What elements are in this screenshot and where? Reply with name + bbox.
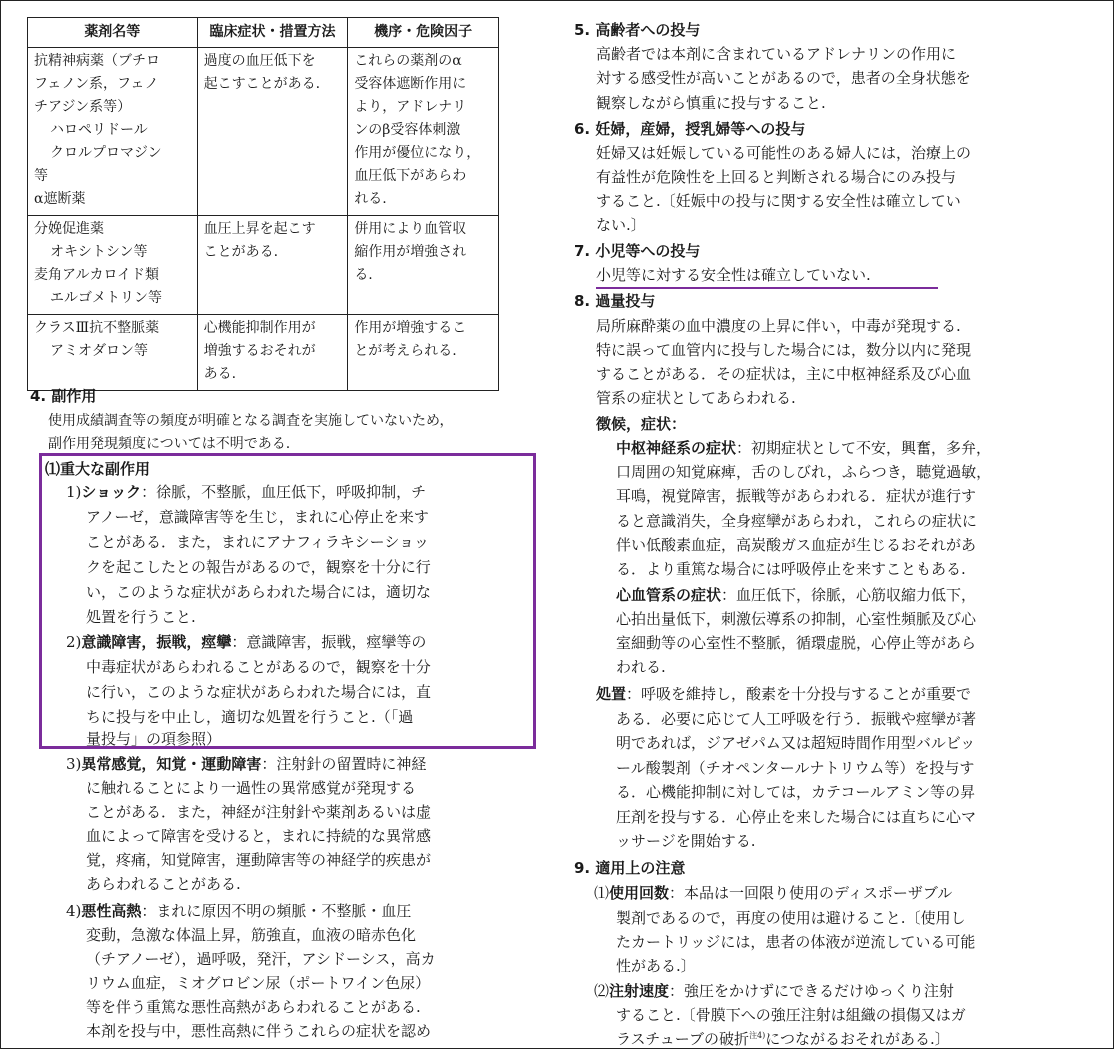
item-line: に触れることにより一過性の異常感覚が発現する (86, 779, 417, 797)
table-row (28, 315, 499, 391)
cell-line: 過度の血圧低下を (203, 53, 316, 69)
section-6-line: すること.〔妊娠中の投与に関する安全性は確立してい (596, 192, 961, 210)
section-6-line: 有益性が危険性を上回ると判断される場合にのみ投与 (596, 168, 957, 186)
item-line: ：まれに原因不明の頻脈・不整脈・血圧 (141, 902, 412, 920)
term-line (616, 1028, 950, 1049)
term-line: われる. (616, 658, 666, 676)
drug-cell (28, 48, 198, 216)
item-line: リウム血症，ミオグロビン尿（ポートワイン色尿） (86, 974, 431, 992)
signs-symptoms-title: 徴候，症状： (596, 415, 687, 433)
side-effect-item-sensory (66, 753, 426, 774)
cell-line: 血圧上昇を起こす (203, 221, 316, 237)
section-5-title: 5. 高齢者への投与 (574, 21, 701, 39)
section-4-title: 4. 副作用 (30, 387, 97, 405)
cell-line: より，アドレナリ (354, 99, 467, 115)
term-line: 耳鳴，視覚障害，振戦等があらわれる．症状が進行す (616, 487, 977, 505)
item-number: ⑵ (594, 982, 610, 1000)
item-line: 本剤を投与中，悪性高熱に伴うこれらの症状を認め (86, 1022, 432, 1040)
item-line: 血によって障害を受けると，まれに持続的な異常感 (86, 827, 432, 845)
item-number: 1) (66, 483, 82, 501)
cell-line: クラスⅢ抗不整脈薬 (34, 320, 160, 336)
injection-speed (594, 980, 954, 1001)
item-line: ：注射針の留置時に神経 (261, 755, 427, 773)
term-line: 口周囲の知覚麻痺，舌のしびれ，ふらつき，聴覚過敏， (616, 463, 992, 481)
cell-line: る. (354, 267, 373, 283)
section-5-line: 観察しながら慎重に投与すること. (596, 94, 826, 112)
treatment (596, 683, 971, 704)
term-line: 圧剤を投与する．心停止を来した場合には直ちに心マ (616, 808, 977, 826)
clinical-cell (197, 216, 348, 315)
cell-line: これらの薬剤のα (354, 53, 462, 69)
term-line: 性がある.〕 (616, 957, 696, 975)
side-effect-item-hyperthermia (66, 900, 411, 921)
term-line: すること.〔骨膜下への強圧注射は組織の損傷又はガ (616, 1006, 966, 1024)
term-line-part: につながるおそれがある.〕 (765, 1030, 950, 1048)
section-4-intro-line: 副作用発現頻度については不明である. (48, 436, 291, 452)
item-term: 意識障害，振戦，痙攣 (81, 633, 232, 651)
item-line: ことがある．また，まれにアナフィラキシーショッ (86, 533, 430, 551)
cell-line: 血圧低下があらわ (354, 168, 467, 184)
item-line: 等を伴う重篤な悪性高熱があらわれることがある. (86, 998, 421, 1016)
drug-cell (28, 216, 198, 315)
term-label: 使用回数 (609, 884, 670, 902)
cell-line: ハロペリドール (50, 122, 148, 138)
clinical-cell (197, 315, 348, 391)
serious-side-effects-title: ⑴重大な副作用 (45, 460, 151, 478)
mechanism-cell (348, 48, 499, 216)
cell-line: 併用により血管収 (354, 221, 467, 237)
cell-line: 縮作用が増強され (354, 244, 467, 260)
section-6-line: 妊婦又は妊娠している可能性のある婦人には，治療上の (596, 144, 972, 162)
item-line: 処置を行うこと. (86, 608, 196, 626)
cell-line: 起こすことがある. (203, 76, 321, 92)
term-line: 心拍出量低下，刺激伝導系の抑制，心室性頻脈及び心 (616, 610, 977, 628)
table-header: 薬剤名等 (28, 18, 198, 48)
cell-line: 等 (34, 168, 48, 184)
clinical-cell (197, 48, 348, 216)
footnote-ref: 注4) (749, 1031, 766, 1040)
item-line: アノーゼ，意識障害等を生じ，まれに心停止を来す (86, 508, 429, 526)
cell-line: 受容体遮断作用に (354, 76, 467, 92)
drug-cell (28, 315, 198, 391)
term-line: ある．必要に応じて人工呼吸を行う．振戦や痙攣が著 (616, 710, 977, 728)
cell-line: ある. (203, 366, 237, 382)
term-line: ：呼吸を維持し，酸素を十分投与することが重要で (626, 685, 972, 703)
cell-line: オキシトシン等 (50, 244, 148, 260)
item-line: 量投与」の項参照） (86, 730, 222, 748)
section-8-line: することがある．その症状は，主に中枢神経系及び心血 (596, 365, 972, 383)
section-9-title: 9. 適用上の注意 (574, 859, 686, 877)
item-line: ことがある．また，神経が注射針や薬剤あるいは虚 (86, 803, 432, 821)
item-line: ちに投与を中止し，適切な処置を行うこと.（「過 (86, 708, 414, 726)
usage-count (594, 882, 952, 903)
item-line: に行い，このような症状があらわれた場合には，直 (86, 683, 432, 701)
term-line: ：強圧をかけずにできるだけゆっくり注射 (669, 982, 954, 1000)
term-line: 明であれば，ジアゼパム又は超短時間作用型バルビッ (616, 734, 976, 752)
cell-line: α遮断薬 (34, 191, 86, 207)
section-6-title: 6. 妊婦，産婦，授乳婦等への投与 (574, 120, 806, 138)
mechanism-cell (348, 216, 499, 315)
term-line: 室細動等の心室性不整脈，循環虚脱，心停止等があら (616, 634, 977, 652)
item-number: ⑴ (594, 884, 610, 902)
section-8-line: 局所麻酔薬の血中濃度の上昇に伴い，中毒が発現する. (596, 317, 961, 335)
table-header: 臨床症状・措置方法 (197, 18, 348, 48)
section-5-line: 高齢者では本剤に含まれているアドレナリンの作用に (596, 45, 957, 63)
interaction-table (27, 17, 499, 391)
term-line: る．心機能抑制に対しては，カテコールアミン等の昇 (616, 783, 976, 801)
item-line: 変動，急激な体温上昇，筋強直，血液の暗赤色化 (86, 926, 417, 944)
term-line: ：初期症状として不安，興奮，多弁， (736, 439, 992, 457)
term-line: る．より重篤な場合には呼吸停止を来すこともある. (616, 560, 966, 578)
cell-line: エルゴメトリン等 (50, 290, 162, 306)
item-line: ：意識障害，振戦，痙攣等の (231, 633, 427, 651)
cell-line: フェノン系，フェノ (34, 76, 159, 92)
term-line: ると意識消失，全身痙攣があらわれ，これらの症状に (616, 512, 977, 530)
item-number: 3) (66, 755, 82, 773)
term-label: 中枢神経系の症状 (616, 439, 737, 457)
table-header: 機序・危険因子 (348, 18, 499, 48)
section-7-title: 7. 小児等への投与 (574, 242, 701, 260)
cell-line: クロルプロマジン (50, 145, 162, 161)
term-line: たカートリッジには，患者の体液が逆流している可能 (616, 933, 976, 951)
item-line: ：徐脈，不整脈，血圧低下，呼吸抑制，チ (141, 483, 427, 501)
section-8-title: 8. 過量投与 (574, 292, 656, 310)
item-number: 4) (66, 902, 82, 920)
section-7-line: 小児等に対する安全性は確立していない. (596, 266, 871, 284)
item-line: 中毒症状があらわれることがあるので，観察を十分 (86, 658, 431, 676)
term-line: ：血圧低下，徐脈，心筋収縮力低下， (721, 586, 977, 604)
section-4-intro-line: 使用成績調査等の頻度が明確となる調査を実施していないため， (48, 413, 454, 429)
term-label: 注射速度 (609, 982, 670, 1000)
section-5-line: 対する感受性が高いことがあるので，患者の全身状態を (596, 69, 971, 87)
cell-line: 麦角アルカロイド類 (34, 267, 160, 283)
section-8-line: 特に誤って血管内に投与した場合には，数分以内に発現 (596, 341, 972, 359)
cell-line: 分娩促進薬 (34, 221, 104, 237)
cell-line: チアジン系等） (34, 99, 132, 115)
cell-line: アミオダロン等 (50, 343, 148, 359)
item-term: ショック (81, 483, 142, 501)
item-line: （チアノーゼ），過呼吸，発汗，アシドーシス，高カ (86, 950, 436, 968)
item-term: 異常感覚，知覚・運動障害 (81, 755, 262, 773)
cell-line: 作用が優位になり， (354, 145, 481, 161)
cell-line: 作用が増強するこ (354, 320, 467, 336)
cardiovascular-symptoms (616, 584, 976, 605)
cell-line: 増強するおそれが (203, 343, 316, 359)
section-6-line: ない.〕 (596, 216, 646, 234)
item-term: 悪性高熱 (81, 902, 142, 920)
side-effect-item-consciousness (66, 631, 426, 652)
cell-line: ことがある. (203, 244, 279, 260)
cell-line: とが考えられる. (354, 343, 457, 359)
item-line: クを起こしたとの報告があるので，観察を十分に行 (86, 558, 431, 576)
term-line: ッサージを開始する. (616, 832, 756, 850)
highlight-underline (596, 287, 938, 289)
term-line-part: ラスチューブの破折 (616, 1030, 750, 1048)
side-effect-item-shock (66, 481, 426, 502)
term-line: ール酸製剤（チオペンタールナトリウム等）を投与す (616, 759, 975, 777)
cell-line: 心機能抑制作用が (203, 320, 316, 336)
mechanism-cell (348, 315, 499, 391)
cell-line: れる. (354, 191, 387, 207)
term-line: 製剤であるので，再度の使用は避けること.〔使用し (616, 909, 966, 927)
term-line: ：本品は一回限り使用のディスポーザブル (669, 884, 953, 902)
item-number: 2) (66, 633, 82, 651)
cell-line: 抗精神病薬（ブチロ (34, 53, 160, 69)
table-row (28, 48, 499, 216)
item-line: あらわれることがある. (86, 875, 241, 893)
term-label: 心血管系の症状 (616, 586, 722, 604)
cns-symptoms (616, 437, 991, 458)
section-8-line: 管系の症状としてあらわれる. (596, 389, 796, 407)
item-line: 覚，疼痛，知覚障害，運動障害等の神経学的疾患が (86, 851, 432, 869)
term-line: 伴い低酸素血症，高炭酸ガス血症が生じるおそれがあ (616, 536, 977, 554)
cell-line: ンのβ受容体刺激 (354, 122, 461, 138)
term-label: 処置 (596, 685, 627, 703)
table-row (28, 216, 499, 315)
item-line: い，このような症状があらわれた場合には，適切な (86, 583, 432, 601)
